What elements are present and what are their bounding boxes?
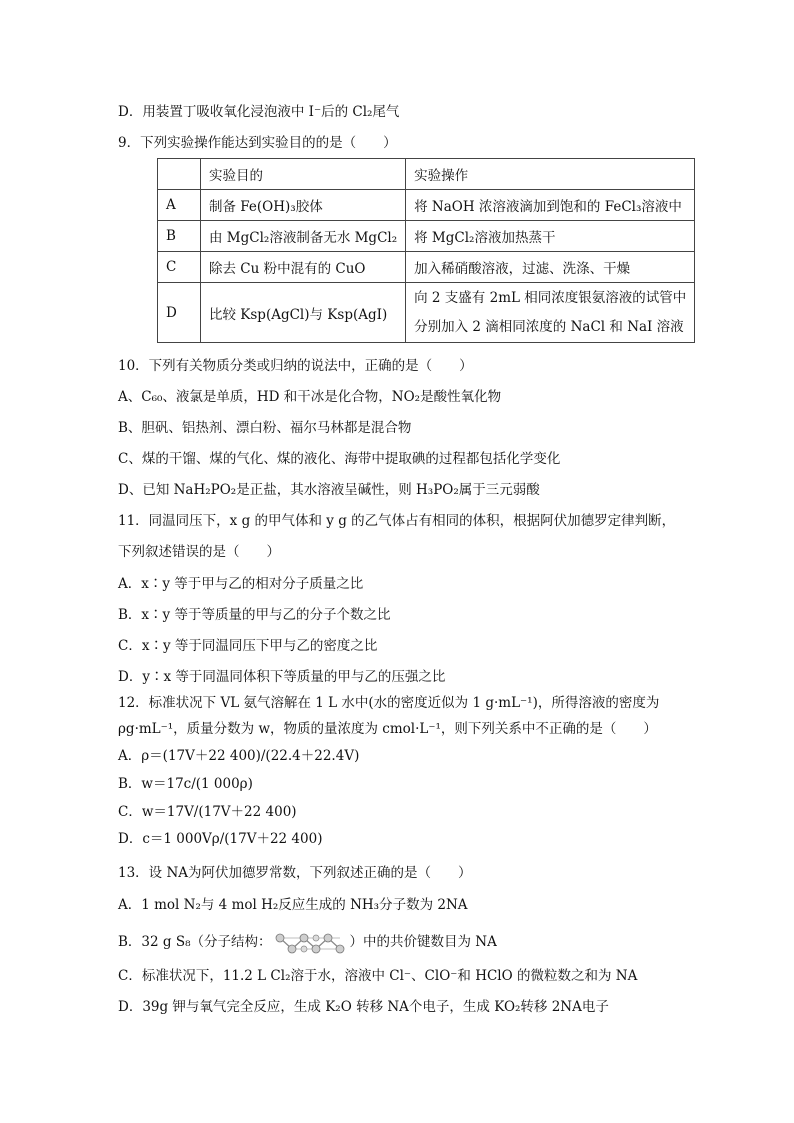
row-purpose: 由 MgCl₂溶液制备无水 MgCl₂ bbox=[201, 221, 406, 252]
row-label: A bbox=[158, 190, 201, 221]
header-cell: 实验目的 bbox=[201, 159, 406, 190]
s8-ring-structure-icon bbox=[274, 930, 346, 956]
operation-line: 向 2 支盛有 2mL 相同浓度银氨溶液的试管中 bbox=[414, 289, 687, 306]
row-purpose: 除去 Cu 粉中混有的 CuO bbox=[201, 252, 406, 283]
q12-stem-line1: 12．标准状况下 VL 氨气溶解在 1 L 水中(水的密度近似为 1 g·mL⁻¹)，所得溶液的密度为 bbox=[118, 695, 660, 711]
q13-option-a: A．1 mol N₂与 4 mol H₂反应生成的 NH₃分子数为 2NA bbox=[118, 897, 468, 913]
q10-option-a: A、C₆₀、液氯是单质，HD 和干冰是化合物，NO₂是酸性氧化物 bbox=[118, 389, 502, 405]
q11-option-b: B．x∶y 等于等质量的甲与乙的分子个数之比 bbox=[118, 607, 391, 623]
q11-stem-line2: 下列叙述错误的是（ ） bbox=[118, 544, 280, 560]
row-operation bbox=[406, 283, 695, 343]
q12-option-a: A．ρ＝(17V＋22 400)/(22.4＋22.4V) bbox=[118, 748, 360, 764]
q13-option-b bbox=[118, 928, 497, 956]
table-row bbox=[158, 190, 695, 221]
q11-option-c: C．x∶y 等于同温同压下甲与乙的密度之比 bbox=[118, 638, 378, 654]
header-cell: 实验操作 bbox=[406, 159, 695, 190]
q12-stem-line2: ρg·mL⁻¹，质量分数为 w，物质的量浓度为 cmol·L⁻¹，则下列关系中不正确的是（ ） bbox=[118, 721, 657, 737]
q13-option-d: D．39g 钾与氧气完全反应，生成 K₂O 转移 NA个电子，生成 KO₂转移 2NA电子 bbox=[118, 999, 609, 1015]
q10-option-c: C、煤的干馏、煤的气化、煤的液化、海带中提取碘的过程都包括化学变化 bbox=[118, 451, 561, 467]
row-purpose: 制备 Fe(OH)₃胶体 bbox=[201, 190, 406, 221]
q11-stem-line1: 11．同温同压下，x g 的甲气体和 y g 的乙气体占有相同的体积，根据阿伏加德罗定律判断， bbox=[118, 513, 676, 529]
table-header-row bbox=[158, 159, 695, 190]
q8-option-d: D．用装置丁吸收氧化浸泡液中 I⁻后的 Cl₂尾气 bbox=[118, 104, 400, 120]
q13-option-c: C．标准状况下，11.2 L Cl₂溶于水，溶液中 Cl⁻、ClO⁻和 HClO 的微粒数之和为 NA bbox=[118, 968, 638, 984]
table-row bbox=[158, 221, 695, 252]
row-label: B bbox=[158, 221, 201, 252]
option-b-text-pre: B．32 g S₈（分子结构： bbox=[118, 934, 272, 950]
table-row bbox=[158, 252, 695, 283]
row-label: D bbox=[158, 283, 201, 343]
row-label: C bbox=[158, 252, 201, 283]
q10-option-b: B、胆矾、铝热剂、漂白粉、福尔马林都是混合物 bbox=[118, 420, 412, 436]
row-operation: 将 MgCl₂溶液加热蒸干 bbox=[406, 221, 695, 252]
q11-option-a: A．x∶y 等于甲与乙的相对分子质量之比 bbox=[118, 576, 364, 592]
q9-table bbox=[157, 158, 695, 343]
operation-line: 分别加入 2 滴相同浓度的 NaCl 和 NaI 溶液 bbox=[414, 318, 684, 335]
option-b-text-post: ）中的共价键数目为 NA bbox=[349, 934, 497, 950]
header-cell bbox=[158, 159, 201, 190]
q10-stem: 10．下列有关物质分类或归纳的说法中，正确的是（ ） bbox=[118, 358, 473, 374]
row-operation: 加入稀硝酸溶液，过滤、洗涤、干燥 bbox=[406, 252, 695, 283]
q12-option-c: C．w＝17V/(17V＋22 400) bbox=[118, 804, 297, 820]
row-operation: 将 NaOH 浓溶液滴加到饱和的 FeCl₃溶液中 bbox=[406, 190, 695, 221]
q10-option-d: D、已知 NaH₂PO₂是正盐，其水溶液呈碱性，则 H₃PO₂属于三元弱酸 bbox=[118, 482, 540, 498]
q13-stem: 13．设 NA为阿伏加德罗常数，下列叙述正确的是（ ） bbox=[118, 865, 472, 881]
q12-option-d: D．c＝1 000Vρ/(17V＋22 400) bbox=[118, 831, 323, 847]
q9-stem: 9．下列实验操作能达到实验目的的是（ ） bbox=[118, 135, 397, 151]
q12-option-b: B．w＝17c/(1 000ρ) bbox=[118, 776, 253, 792]
row-purpose: 比较 Ksp(AgCl)与 Ksp(AgI) bbox=[201, 283, 406, 343]
q11-option-d: D．y∶x 等于同温同体积下等质量的甲与乙的压强之比 bbox=[118, 669, 446, 685]
table-row bbox=[158, 283, 695, 343]
